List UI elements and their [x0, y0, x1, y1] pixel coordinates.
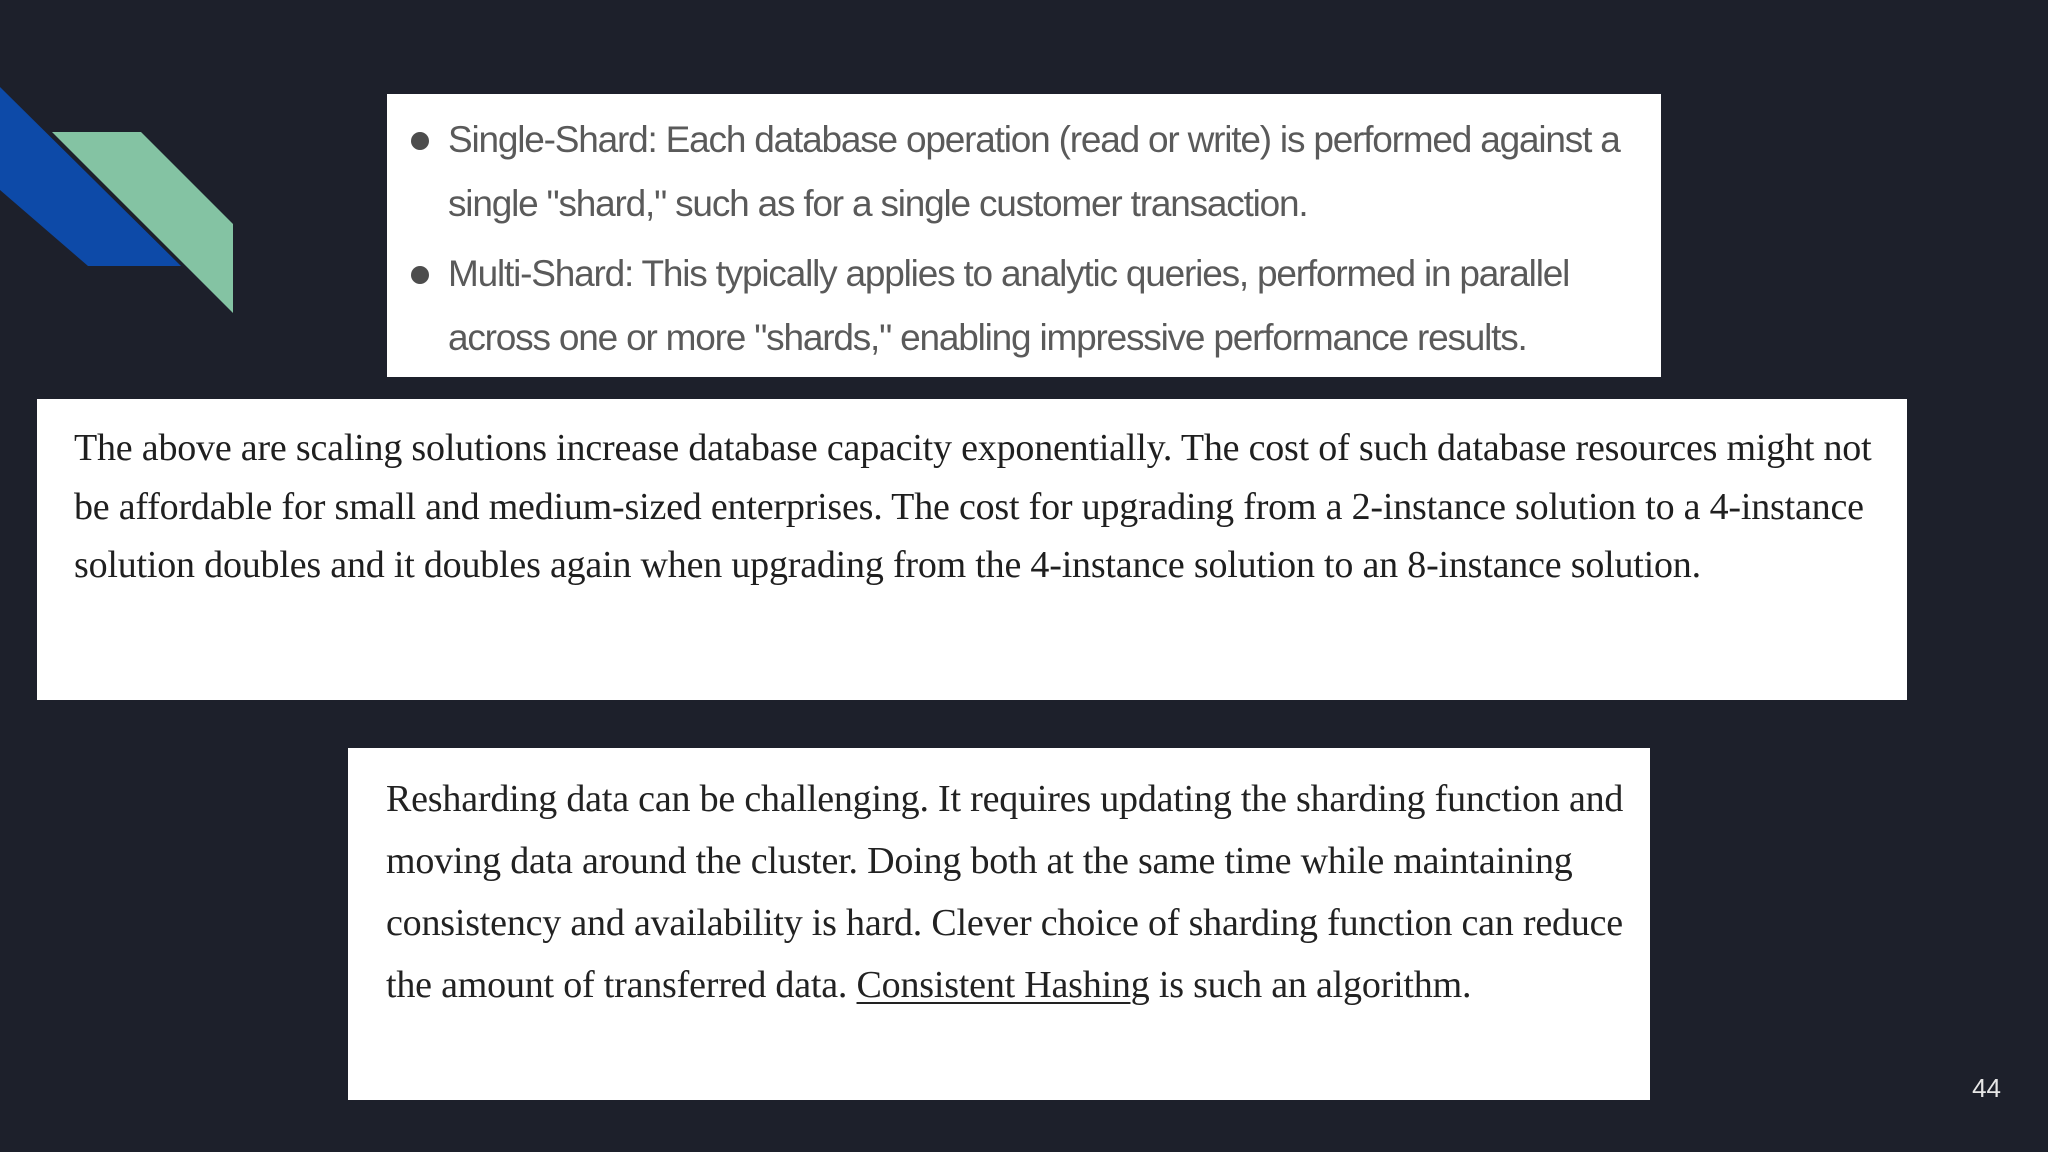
slide-number: 44 — [1972, 1073, 2001, 1103]
scaling-paragraph: The above are scaling solutions increase database capacity exponentially. The cost of such database resources might not be affordable for small and medium-sized enterprises. The cost for upgrading from a 2-instance solution to a 4-instance solution doubles and it doubles again when upgrading from the 4-instance solution to an 8-instance solution. — [74, 427, 1872, 586]
resharding-text-end: is such an algorithm. — [1149, 964, 1472, 1006]
bullet-item-multi-shard — [411, 242, 1621, 370]
bullet-item-single-shard — [411, 108, 1621, 236]
bullet-dot-icon — [411, 266, 429, 284]
corner-stripes-decoration — [0, 0, 240, 320]
sharding-types-box — [387, 94, 1661, 377]
scaling-cost-box — [37, 399, 1907, 700]
bullet-text: Multi-Shard: This typically applies to analytic queries, performed in parallel across one or more "shards," enabling impressive performance results. — [448, 253, 1570, 358]
resharding-paragraph — [386, 768, 1630, 1016]
resharding-box — [348, 748, 1650, 1100]
consistent-hashing-link[interactable]: Consistent Hashing — [856, 964, 1150, 1006]
resharding-text: Resharding data can be challenging. It requires updating the sharding function and moving data around the cluster. Doing both at the same time while maintaining consistency and availability is hard. Clever choice of sharding function can reduce the amount of transferred data. — [386, 778, 1624, 1006]
bullet-dot-icon — [411, 132, 429, 150]
bullet-text: Single-Shard: Each database operation (read or write) is performed against a single "shard," such as for a single customer transaction. — [448, 119, 1620, 224]
